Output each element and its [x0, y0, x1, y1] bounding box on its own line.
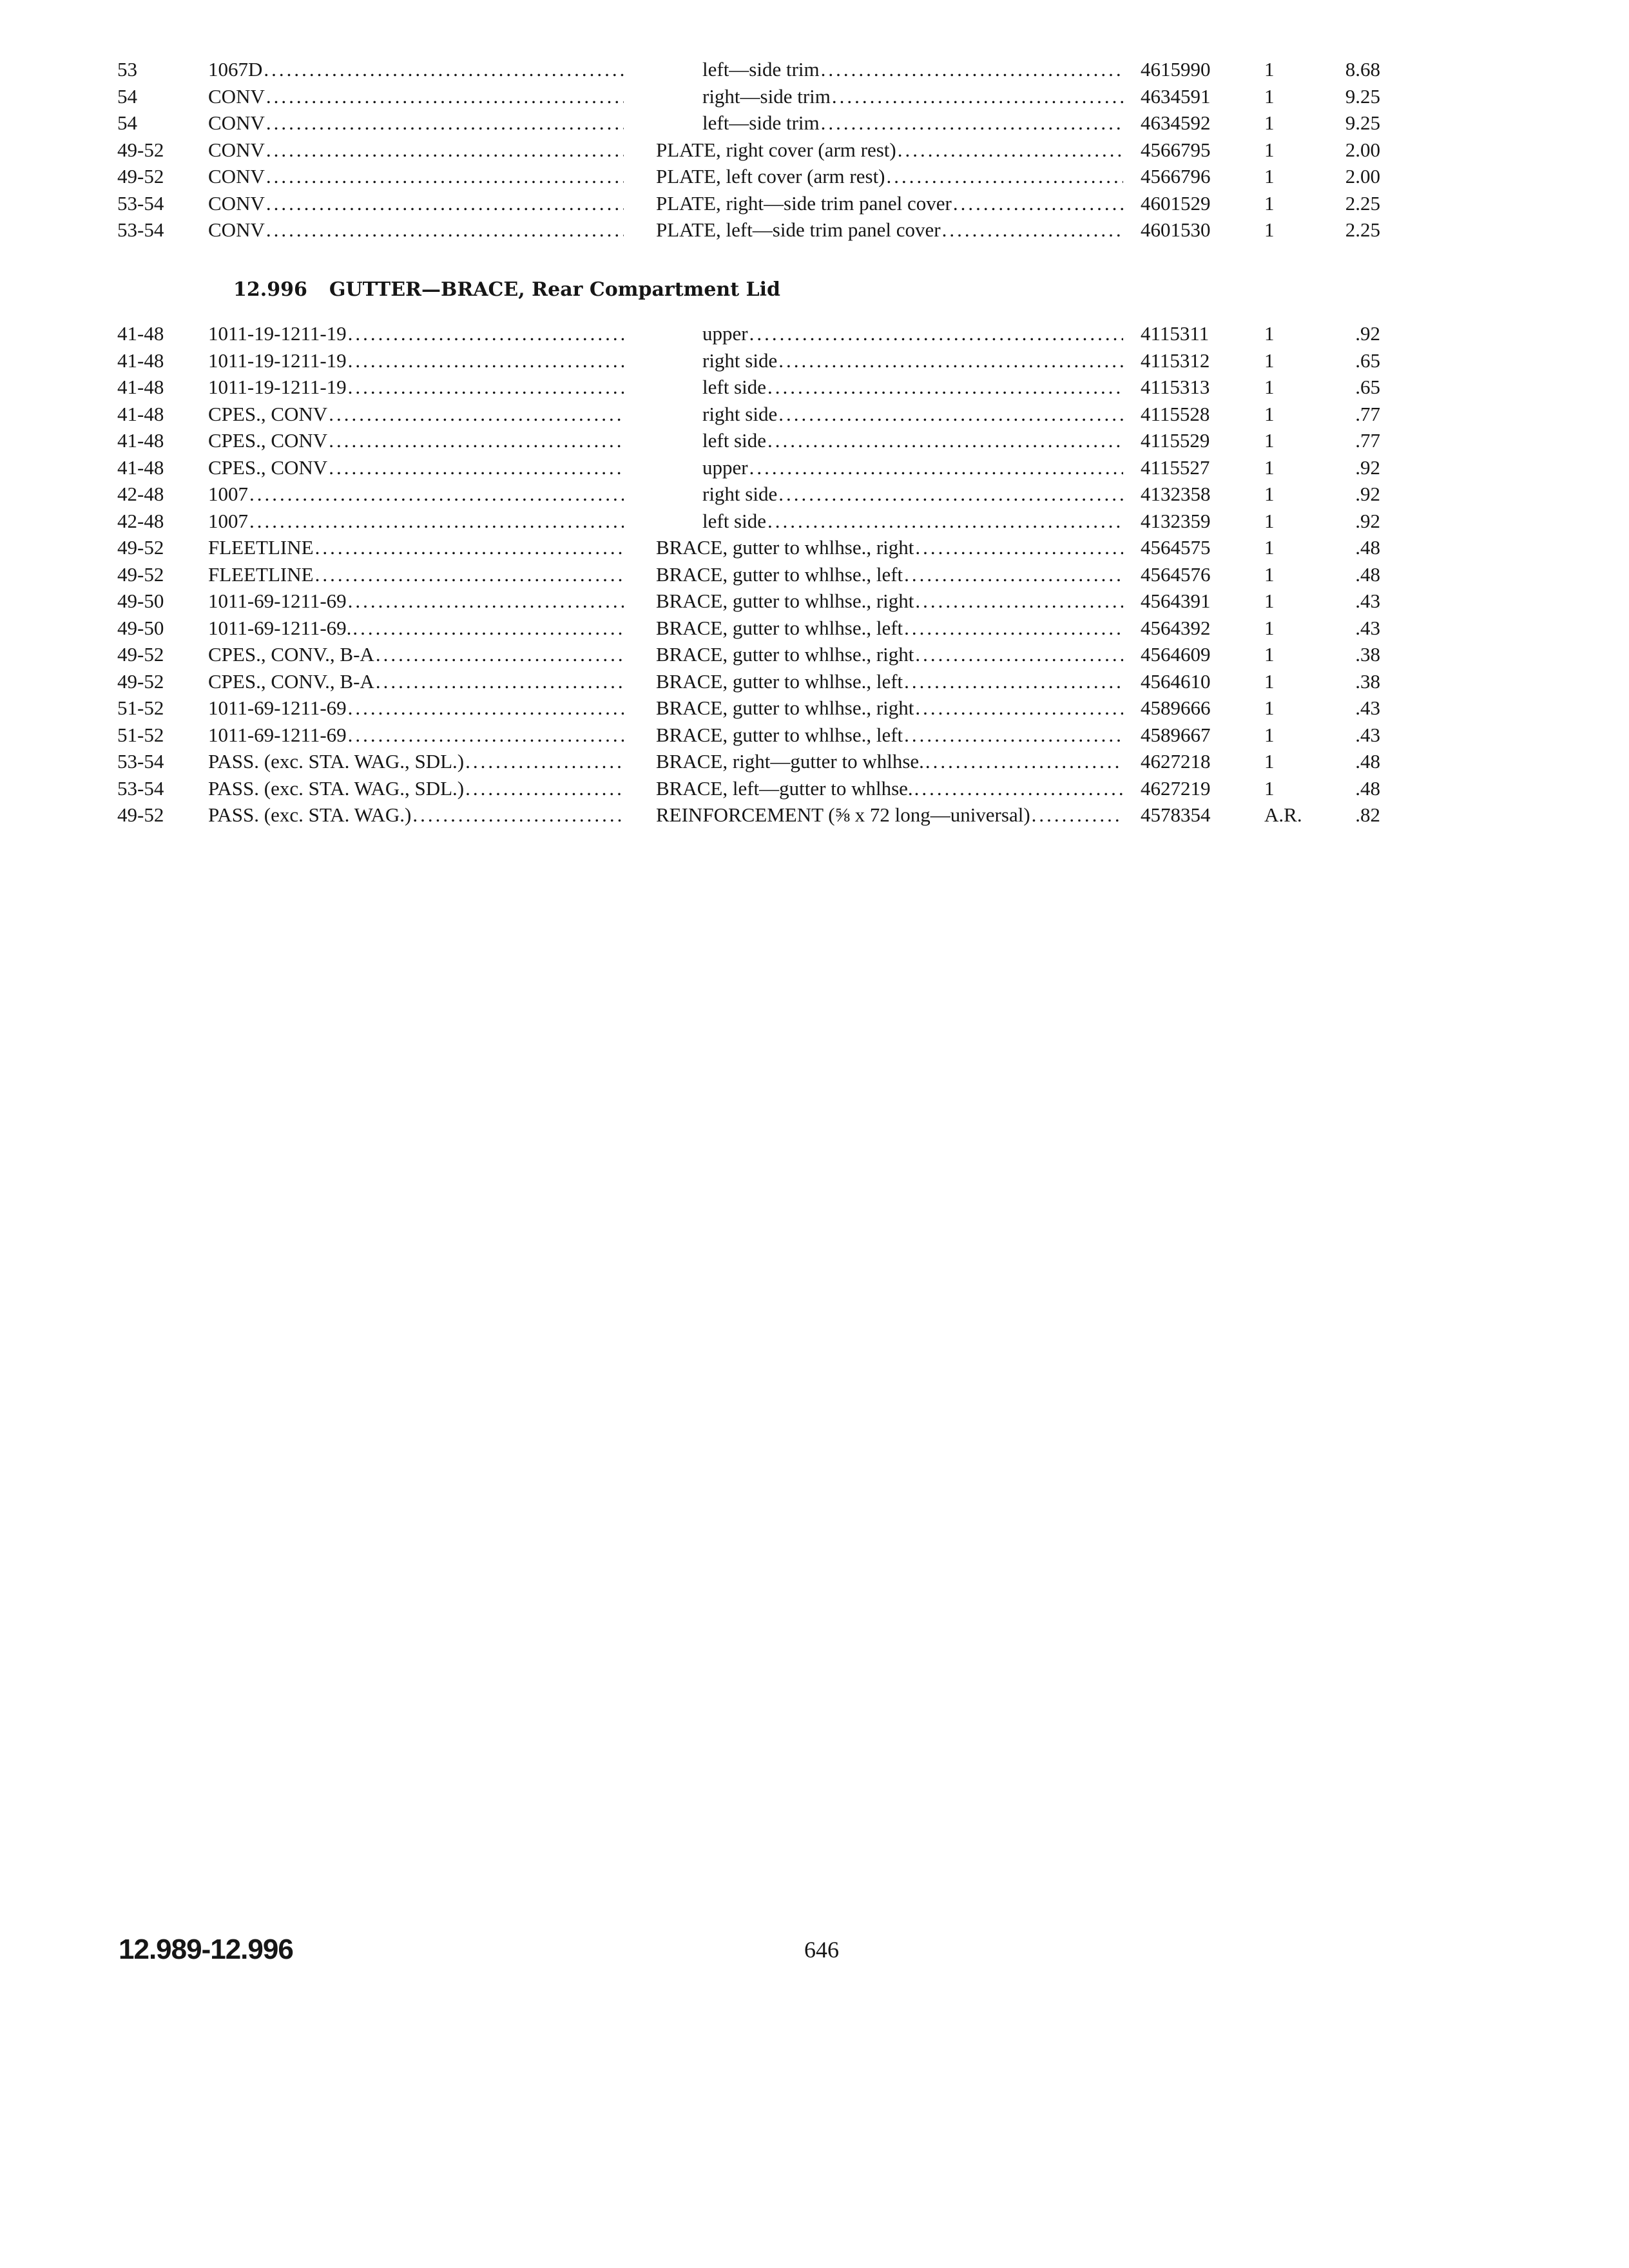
price: .92 [1355, 322, 1380, 345]
price: 2.00 [1345, 165, 1380, 187]
model-text: 1011-19-1211-19 [208, 376, 347, 398]
table-row [0, 775, 1629, 802]
description-cell [702, 83, 1123, 110]
model-cell [208, 481, 624, 508]
dot-leader [347, 695, 624, 722]
model-text: PASS. (exc. STA. WAG., SDL.) [208, 776, 465, 800]
dot-leader [903, 561, 1123, 588]
part-number: 4578354 [1141, 803, 1211, 826]
description-text: REINFORCEMENT (⅝ x 72 long—universal) [656, 803, 1030, 826]
dot-leader [262, 56, 624, 83]
quantity: 1 [1264, 429, 1275, 452]
quantity: 1 [1264, 697, 1275, 719]
price: .48 [1355, 776, 1380, 800]
model-cell [208, 748, 624, 775]
model-cell [208, 615, 624, 642]
quantity: 1 [1264, 536, 1275, 559]
year-range: 51-52 [117, 723, 164, 746]
model-text: 1011-19-1211-19 [208, 322, 347, 345]
table-row [0, 561, 1629, 588]
table-row [0, 454, 1629, 481]
description-cell [656, 775, 1123, 802]
description-text: BRACE, gutter to whlhse., left [656, 616, 903, 639]
price: .82 [1355, 803, 1380, 826]
quantity: 1 [1264, 776, 1275, 800]
model-text: PASS. (exc. STA. WAG.) [208, 803, 412, 826]
model-text: 1007 [208, 509, 248, 532]
table-row [0, 534, 1629, 561]
year-range: 53-54 [117, 776, 164, 800]
description-cell [656, 588, 1123, 615]
part-number: 4634591 [1141, 84, 1211, 108]
model-cell [208, 56, 624, 83]
description-cell [656, 615, 1123, 642]
description-text: upper [702, 322, 748, 345]
quantity: 1 [1264, 191, 1275, 215]
dot-leader [748, 320, 1123, 347]
part-number: 4132358 [1141, 483, 1211, 505]
dot-leader [351, 615, 624, 642]
price: 9.25 [1345, 111, 1380, 134]
description-text: upper [702, 456, 748, 479]
model-cell [208, 722, 624, 749]
table-row [0, 615, 1629, 642]
price: .65 [1355, 349, 1380, 372]
dot-leader [1030, 802, 1123, 829]
part-number: 4634592 [1141, 111, 1211, 134]
part-number: 4564576 [1141, 562, 1211, 586]
model-text: CPES., CONV [208, 429, 328, 452]
part-number: 4627218 [1141, 750, 1211, 773]
year-range: 41-48 [117, 322, 164, 345]
quantity: 1 [1264, 723, 1275, 746]
model-cell [208, 190, 624, 217]
model-cell [208, 320, 624, 347]
dot-leader [327, 427, 624, 454]
model-text: 1007 [208, 483, 248, 505]
section-heading [233, 277, 780, 303]
model-cell [208, 110, 624, 137]
quantity: 1 [1264, 111, 1275, 134]
table-row [0, 481, 1629, 508]
model-text: FLEETLINE [208, 536, 314, 559]
model-cell [208, 561, 624, 588]
quantity: 1 [1264, 58, 1275, 81]
dot-leader [913, 775, 1123, 802]
model-text: 1011-69-1211-69 [208, 590, 347, 612]
description-text: right side [702, 349, 778, 372]
price: .92 [1355, 483, 1380, 505]
description-text: BRACE, gutter to whlhse., right [656, 536, 914, 559]
part-number: 4115528 [1141, 402, 1210, 425]
table-row [0, 347, 1629, 374]
description-text: BRACE, left—gutter to whlhse. [656, 776, 913, 800]
description-cell [702, 508, 1123, 535]
price: .43 [1355, 697, 1380, 719]
model-cell [208, 347, 624, 374]
description-text: left—side trim [702, 58, 820, 81]
price: .38 [1355, 669, 1380, 693]
price: .48 [1355, 562, 1380, 586]
dot-leader [265, 110, 624, 137]
table-row [0, 668, 1629, 695]
dot-leader [265, 163, 624, 190]
dot-leader [314, 534, 624, 561]
year-range: 41-48 [117, 429, 164, 452]
dot-leader [347, 347, 624, 374]
description-cell [702, 427, 1123, 454]
model-cell [208, 374, 624, 401]
price: 8.68 [1345, 58, 1380, 81]
quantity: 1 [1264, 750, 1275, 773]
description-text: BRACE, gutter to whlhse., right [656, 643, 914, 666]
dot-leader [314, 561, 624, 588]
model-cell [208, 641, 624, 668]
dot-leader [952, 190, 1123, 217]
description-text: left side [702, 509, 766, 532]
model-cell [208, 163, 624, 190]
quantity: 1 [1264, 349, 1275, 372]
dot-leader [766, 374, 1123, 401]
year-range: 49-52 [117, 803, 164, 826]
price: 2.25 [1345, 218, 1380, 241]
model-cell [208, 668, 624, 695]
description-cell [656, 163, 1123, 190]
description-text: BRACE, gutter to whlhse., left [656, 669, 903, 693]
description-cell [656, 722, 1123, 749]
model-text: CONV [208, 165, 265, 187]
year-range: 49-50 [117, 590, 164, 612]
dot-leader [347, 320, 624, 347]
dot-leader [914, 695, 1123, 722]
table-row [0, 216, 1629, 244]
price: .92 [1355, 456, 1380, 479]
table-row [0, 802, 1629, 829]
dot-leader [903, 668, 1123, 695]
model-text: CPES., CONV [208, 402, 328, 425]
description-cell [702, 454, 1123, 481]
table-row [0, 83, 1629, 110]
part-number: 4615990 [1141, 58, 1211, 81]
part-number: 4564392 [1141, 616, 1211, 639]
model-text: CONV [208, 84, 265, 108]
price: 2.25 [1345, 191, 1380, 215]
dot-leader [464, 748, 624, 775]
part-number: 4601529 [1141, 191, 1211, 215]
dot-leader [464, 775, 624, 802]
model-cell [208, 216, 624, 244]
quantity: A.R. [1264, 803, 1302, 826]
model-text: 1011-69-1211-69 [208, 697, 347, 719]
description-text: PLATE, right—side trim panel cover [656, 191, 952, 215]
part-number: 4132359 [1141, 509, 1211, 532]
price: .43 [1355, 723, 1380, 746]
description-cell [656, 695, 1123, 722]
part-number: 4627219 [1141, 776, 1211, 800]
table-row [0, 588, 1629, 615]
description-cell [656, 190, 1123, 217]
dot-leader [327, 454, 624, 481]
description-text: right side [702, 402, 778, 425]
parts-table-gutter-brace [0, 320, 1629, 829]
year-range: 42-48 [117, 509, 164, 532]
table-row [0, 137, 1629, 164]
dot-leader [748, 454, 1123, 481]
dot-leader [265, 216, 624, 244]
model-cell [208, 588, 624, 615]
description-cell [656, 534, 1123, 561]
description-cell [656, 216, 1123, 244]
model-cell [208, 534, 624, 561]
description-text: BRACE, gutter to whlhse., left [656, 723, 903, 746]
table-row [0, 374, 1629, 401]
model-cell [208, 695, 624, 722]
year-range: 53-54 [117, 191, 164, 215]
model-cell [208, 775, 624, 802]
price: 9.25 [1345, 84, 1380, 108]
dot-leader [777, 347, 1123, 374]
description-cell [702, 320, 1123, 347]
description-text: left side [702, 376, 766, 398]
year-range: 49-52 [117, 669, 164, 693]
dot-leader [924, 748, 1123, 775]
part-number: 4564609 [1141, 643, 1211, 666]
year-range: 42-48 [117, 483, 164, 505]
year-range: 49-52 [117, 536, 164, 559]
footer-section-range: 12.989-12.996 [119, 1934, 293, 1965]
part-number: 4566796 [1141, 165, 1211, 187]
year-range: 49-52 [117, 165, 164, 187]
year-range: 53 [117, 58, 137, 81]
part-number: 4566795 [1141, 138, 1211, 161]
description-cell [656, 561, 1123, 588]
quantity: 1 [1264, 590, 1275, 612]
description-text: BRACE, gutter to whlhse., right [656, 697, 914, 719]
quantity: 1 [1264, 669, 1275, 693]
description-cell [656, 137, 1123, 164]
dot-leader [820, 110, 1123, 137]
quantity: 1 [1264, 218, 1275, 241]
description-text: left side [702, 429, 766, 452]
description-cell [702, 110, 1123, 137]
quantity: 1 [1264, 84, 1275, 108]
description-text: BRACE, right—gutter to whlhse. [656, 750, 924, 773]
year-range: 49-50 [117, 616, 164, 639]
dot-leader [914, 641, 1123, 668]
price: .77 [1355, 402, 1380, 425]
part-number: 4589667 [1141, 723, 1211, 746]
dot-leader [777, 401, 1123, 428]
table-row [0, 508, 1629, 535]
part-number: 4589666 [1141, 697, 1211, 719]
description-text: right—side trim [702, 84, 831, 108]
dot-leader [347, 722, 624, 749]
model-cell [208, 508, 624, 535]
price: .48 [1355, 536, 1380, 559]
table-row [0, 427, 1629, 454]
year-range: 41-48 [117, 402, 164, 425]
quantity: 1 [1264, 616, 1275, 639]
model-text: CPES., CONV., B-A [208, 669, 374, 693]
description-cell [702, 401, 1123, 428]
description-text: left—side trim [702, 111, 820, 134]
dot-leader [265, 83, 624, 110]
model-cell [208, 83, 624, 110]
dot-leader [777, 481, 1123, 508]
page-number: 646 [804, 1937, 839, 1963]
model-text: 1011-19-1211-19 [208, 349, 347, 372]
description-text: BRACE, gutter to whlhse., left [656, 562, 903, 586]
model-text: CONV [208, 138, 265, 161]
model-cell [208, 454, 624, 481]
model-cell [208, 427, 624, 454]
model-text: CONV [208, 111, 265, 134]
year-range: 41-48 [117, 456, 164, 479]
price: .92 [1355, 509, 1380, 532]
table-row [0, 163, 1629, 190]
part-number: 4601530 [1141, 218, 1211, 241]
year-range: 41-48 [117, 349, 164, 372]
dot-leader [248, 481, 624, 508]
description-cell [656, 748, 1123, 775]
dot-leader [327, 401, 624, 428]
part-number: 4115312 [1141, 349, 1210, 372]
section-number: 12.996 [233, 278, 307, 301]
year-range: 54 [117, 111, 137, 134]
quantity: 1 [1264, 402, 1275, 425]
dot-leader [820, 56, 1123, 83]
quantity: 1 [1264, 509, 1275, 532]
section-title: GUTTER—BRACE, Rear Compartment Lid [329, 278, 781, 301]
year-range: 53-54 [117, 750, 164, 773]
dot-leader [831, 83, 1123, 110]
price: .43 [1355, 590, 1380, 612]
dot-leader [347, 588, 624, 615]
dot-leader [374, 668, 624, 695]
dot-leader [914, 534, 1123, 561]
description-cell [702, 56, 1123, 83]
year-range: 49-52 [117, 562, 164, 586]
table-row [0, 748, 1629, 775]
dot-leader [914, 588, 1123, 615]
price: .38 [1355, 643, 1380, 666]
description-text: BRACE, gutter to whlhse., right [656, 590, 914, 612]
price: 2.00 [1345, 138, 1380, 161]
part-number: 4564610 [1141, 669, 1211, 693]
model-text: CONV [208, 191, 265, 215]
part-number: 4115527 [1141, 456, 1210, 479]
dot-leader [411, 802, 624, 829]
model-text: FLEETLINE [208, 562, 314, 586]
price: .48 [1355, 750, 1380, 773]
dot-leader [248, 508, 624, 535]
table-row [0, 401, 1629, 428]
model-cell [208, 137, 624, 164]
model-text: CPES., CONV., B-A [208, 643, 374, 666]
part-number: 4564391 [1141, 590, 1211, 612]
dot-leader [766, 427, 1123, 454]
dot-leader [766, 508, 1123, 535]
description-cell [656, 668, 1123, 695]
price: .43 [1355, 616, 1380, 639]
part-number: 4115529 [1141, 429, 1210, 452]
year-range: 53-54 [117, 218, 164, 241]
table-row [0, 641, 1629, 668]
year-range: 49-52 [117, 138, 164, 161]
year-range: 51-52 [117, 697, 164, 719]
price: .65 [1355, 376, 1380, 398]
quantity: 1 [1264, 643, 1275, 666]
table-row [0, 722, 1629, 749]
dot-leader [347, 374, 624, 401]
year-range: 41-48 [117, 376, 164, 398]
description-cell [702, 481, 1123, 508]
part-number: 4115311 [1141, 322, 1210, 345]
table-row [0, 190, 1629, 217]
description-text: PLATE, left—side trim panel cover [656, 218, 941, 241]
dot-leader [265, 190, 624, 217]
price: .77 [1355, 429, 1380, 452]
table-row [0, 695, 1629, 722]
dot-leader [896, 137, 1123, 164]
description-cell [702, 374, 1123, 401]
quantity: 1 [1264, 322, 1275, 345]
dot-leader [941, 216, 1123, 244]
quantity: 1 [1264, 138, 1275, 161]
dot-leader [885, 163, 1123, 190]
description-text: PLATE, right cover (arm rest) [656, 138, 896, 161]
quantity: 1 [1264, 165, 1275, 187]
table-row [0, 56, 1629, 83]
model-cell [208, 802, 624, 829]
year-range: 54 [117, 84, 137, 108]
dot-leader [903, 722, 1123, 749]
model-text: 1011-69-1211-69. [208, 616, 352, 639]
quantity: 1 [1264, 456, 1275, 479]
description-text: right side [702, 483, 778, 505]
description-cell [656, 641, 1123, 668]
dot-leader [265, 137, 624, 164]
part-number: 4115313 [1141, 376, 1210, 398]
model-text: PASS. (exc. STA. WAG., SDL.) [208, 750, 465, 773]
table-row [0, 110, 1629, 137]
dot-leader [374, 641, 624, 668]
quantity: 1 [1264, 376, 1275, 398]
description-cell [656, 802, 1123, 829]
quantity: 1 [1264, 483, 1275, 505]
description-cell [702, 347, 1123, 374]
model-text: 1067D [208, 58, 263, 81]
quantity: 1 [1264, 562, 1275, 586]
description-text: PLATE, left cover (arm rest) [656, 165, 885, 187]
dot-leader [903, 615, 1123, 642]
model-cell [208, 401, 624, 428]
part-number: 4564575 [1141, 536, 1211, 559]
model-text: CONV [208, 218, 265, 241]
model-text: 1011-69-1211-69 [208, 723, 347, 746]
table-row [0, 320, 1629, 347]
model-text: CPES., CONV [208, 456, 328, 479]
year-range: 49-52 [117, 643, 164, 666]
parts-table-continued [0, 56, 1629, 244]
